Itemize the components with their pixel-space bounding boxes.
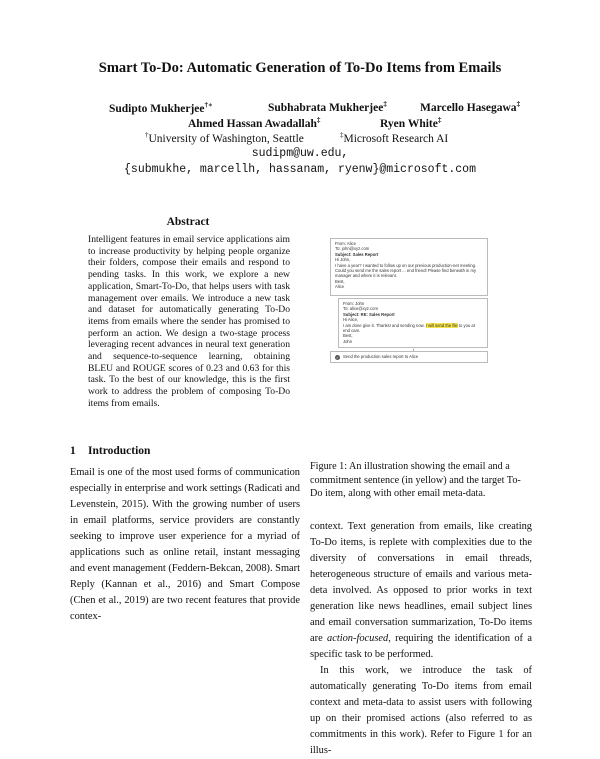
affiliation-2-text: Microsoft Research AI: [343, 132, 449, 145]
card1-body: I have a year? I wanted to follow up on our previous production-net meeting. Could you send me the sales report ... end friend! Please find beneath in my manager and where it is relevant.: [335, 262, 477, 279]
affiliation-1-text: University of Washington, Seattle: [148, 132, 304, 145]
card1-subject: Subject: Sales Report: [335, 251, 379, 257]
author-2: [268, 100, 387, 114]
affiliation-1: [145, 131, 304, 145]
author-1-name: Sudipto Mukherjee: [109, 102, 205, 115]
abstract-heading: Abstract: [166, 216, 210, 228]
author-3: [420, 100, 520, 114]
check-icon: ✓: [335, 354, 340, 360]
affiliation-1-sup: †: [145, 131, 149, 139]
right-column-text: [310, 519, 532, 759]
card2-greeting: Hi Alice,: [343, 317, 359, 323]
card1-sign1: Best,: [335, 278, 345, 284]
card2-to: To: alice@xyz.com: [343, 306, 378, 312]
right-p1-end: , requiring the identification of a specific task to be performed.: [310, 633, 532, 660]
author-5: [380, 116, 441, 130]
email-card-john: [338, 298, 488, 348]
card1-greeting: Hi John,: [335, 257, 351, 263]
card2-body: [343, 323, 483, 334]
author-2-name: Subhabrata Mukherjee: [268, 101, 384, 114]
card2-sign2: John: [343, 338, 353, 344]
author-4: [188, 116, 320, 130]
paper-title: Smart To-Do: Automatic Generation of To-Do Items from Emails: [98, 60, 502, 76]
author-5-sup: ‡: [437, 116, 442, 124]
author-5-name: Ryen White: [380, 117, 438, 130]
card2-body-before: I am done give it. Thanks! and sending now.: [343, 322, 425, 328]
author-1-sup: †∗: [204, 101, 213, 109]
card2-body-after: to you at end cam.: [343, 322, 475, 334]
author-4-name: Ahmed Hassan Awadallah: [188, 117, 317, 130]
card2-from: From: John: [343, 301, 365, 306]
abstract-text: Intelligent features in email service applications aim to increase productivity by helping people organize their folders, compose their emails and respond to pending tasks. In this work, we explore a new application, Smart-To-Do, that helps users with task management over emails. We introduce a new task and dataset for automatically generating To-Do items from emails where the sender has promised to perform an action. We design a two-stage process leveraging recent advances in neural text generation and sequence-to-sequence learning, obtaining BLEU and ROUGE scores of 0.23 and 0.63 for this task. To the best of our knowledge, this is the first work to address the problem of composing To-Do items from emails.: [88, 234, 290, 409]
card1-to: To: john@xyz.com: [335, 246, 370, 252]
card2-subject: Subject: RE: Sales Report: [343, 311, 395, 317]
affiliation-2: [340, 131, 448, 145]
introduction-text: Email is one of the most used forms of communication especially in enterprise and work settings (Radicati and Levenstein, 2015). With the growing number of users in email platforms, service providers are constantly seeking to improve user experience for a myriad of applications such as online retail, instant messaging and event management (Feddern-Bekcan, 2008). Smart Reply (Kannan et al., 2016) and Smart Compose (Chen et al., 2019) are two recent features that provide contex-: [70, 467, 300, 622]
author-3-name: Marcello Hasegawa: [420, 101, 517, 114]
author-4-sup: ‡: [316, 116, 321, 124]
email-line-2: {submukhe, marcellh, hassanam, ryenw}@microsoft.com: [124, 163, 476, 176]
right-p1-emphasis: action-focused: [327, 633, 389, 644]
right-p1-text: context. Text generation from emails, like creating To-Do items, is replete with complexities due to the diversity of conversations in email threads, heterogeneous structure of emails and various meta-deta involved. As opposed to prior works in text generation like news headlines, email subject lines and email conversation summarization, To-Do items are: [310, 521, 532, 644]
right-paragraph-1: [310, 519, 532, 663]
email-line-1: sudipm@uw.edu,: [251, 147, 349, 160]
commitment-highlight: I will send the file: [425, 322, 458, 328]
section-number: 1: [70, 445, 76, 457]
figure-1: [318, 238, 488, 453]
todo-item-card: [330, 351, 488, 363]
card1-sign2: Alice: [335, 284, 345, 290]
affiliation-2-sup: ‡: [340, 131, 344, 139]
section-heading: [70, 445, 150, 457]
right-paragraph-2: In this work, we introduce the task of automatically generating To-Do items from email context and meta-data to assist users with following up on their promised actions (also referred to as commitments in this work). Refer to Figure 1 for an illus-: [310, 665, 532, 756]
section-title: Introduction: [88, 445, 151, 457]
card2-sign1: Best,: [343, 333, 353, 339]
author-3-sup: ‡: [516, 100, 521, 108]
author-2-sup: ‡: [383, 100, 387, 108]
todo-item-text: Send the production sales report to Alice: [343, 354, 419, 360]
figure-caption: Figure 1: An illustration showing the email and a commitment sentence (in yellow) and the target To-Do item, along with other email meta-data.: [310, 461, 521, 500]
email-card-alice: [330, 238, 488, 296]
card1-from: From: Alice: [335, 241, 356, 246]
author-1: [109, 100, 213, 115]
